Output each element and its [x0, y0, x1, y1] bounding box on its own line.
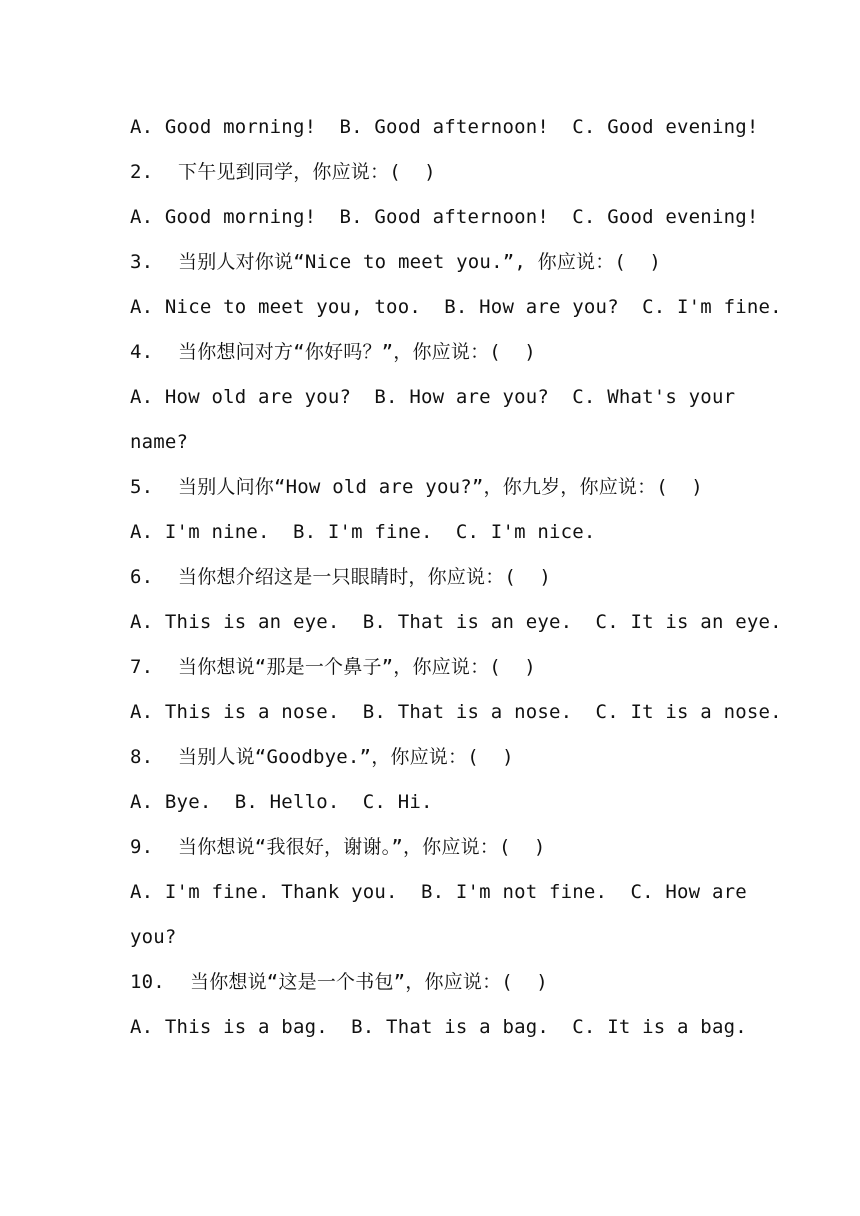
question-7 — [130, 655, 750, 679]
options-line-9-cont — [130, 925, 750, 949]
question-number: 3. — [130, 251, 154, 273]
options-text: A. Good morning! B. Good afternoon! C. Good evening! — [130, 206, 759, 228]
question-text: 下午见到同学，你应说：( ) — [178, 161, 436, 183]
question-number: 2. — [130, 161, 154, 183]
question-number: 7. — [130, 656, 154, 678]
question-text: 当你想说“我很好，谢谢。”，你应说：( ) — [178, 836, 546, 858]
question-number: 6. — [130, 566, 154, 588]
options-text: A. Good morning! B. Good afternoon! C. Good evening! — [130, 116, 759, 138]
options-text: A. I'm fine. Thank you. B. I'm not fine. C. How are — [130, 881, 747, 903]
options-line-4-cont — [130, 430, 750, 454]
question-text: 当你想说“这是一个书包”，你应说：( ) — [190, 971, 548, 993]
options-line-5 — [130, 520, 750, 544]
options-line-7 — [130, 700, 782, 724]
question-number: 8. — [130, 746, 154, 768]
question-2 — [130, 160, 750, 184]
options-text: name? — [130, 431, 189, 453]
options-text: A. This is a bag. B. That is a bag. C. It is a bag. — [130, 1016, 747, 1038]
question-10 — [130, 970, 750, 994]
options-line-3 — [130, 295, 782, 319]
question-text: 当你想问对方“你好吗？”，你应说：( ) — [178, 341, 536, 363]
question-number: 10. — [130, 971, 165, 993]
question-text: 当你想介绍这是一只眼睛时，你应说：( ) — [178, 566, 551, 588]
question-text: 当别人说“Goodbye.”，你应说：( ) — [178, 746, 514, 768]
options-line-6 — [130, 610, 782, 634]
question-6 — [130, 565, 750, 589]
options-text: A. How old are you? B. How are you? C. What's your — [130, 386, 736, 408]
question-9 — [130, 835, 750, 859]
question-text: 当别人对你说“Nice to meet you.”, 你应说：( ) — [178, 251, 661, 273]
options-text: A. I'm nine. B. I'm fine. C. I'm nice. — [130, 521, 596, 543]
options-line-9 — [130, 880, 750, 904]
question-number: 5. — [130, 476, 154, 498]
question-text: 当你想说“那是一个鼻子”，你应说：( ) — [178, 656, 536, 678]
options-line-2 — [130, 205, 759, 229]
question-number: 9. — [130, 836, 154, 858]
options-line-10 — [130, 1015, 750, 1039]
question-text: 当别人问你“How old are you?”，你九岁，你应说：( ) — [178, 476, 703, 498]
question-8 — [130, 745, 750, 769]
options-text: A. Nice to meet you, too. B. How are you? C. I'm fine. — [130, 296, 782, 318]
question-4 — [130, 340, 750, 364]
question-5 — [130, 475, 750, 499]
options-line-4 — [130, 385, 750, 409]
options-line-1 — [130, 115, 759, 139]
options-text: A. This is an eye. B. That is an eye. C. It is an eye. — [130, 611, 782, 633]
options-text: A. Bye. B. Hello. C. Hi. — [130, 791, 433, 813]
question-3 — [130, 250, 750, 274]
question-number: 4. — [130, 341, 154, 363]
options-text: you? — [130, 926, 177, 948]
options-line-8 — [130, 790, 750, 814]
options-text: A. This is a nose. B. That is a nose. C. It is a nose. — [130, 701, 782, 723]
